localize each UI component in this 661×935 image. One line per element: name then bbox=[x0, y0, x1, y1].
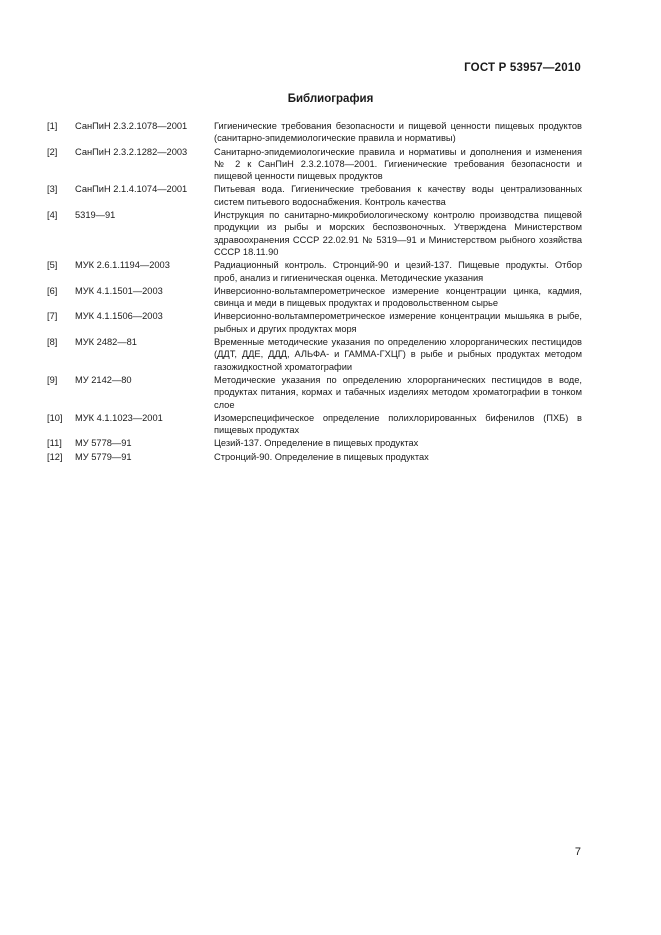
entry-title: Стронций-90. Определение в пищевых продуктах bbox=[214, 451, 429, 462]
bibliography-entry bbox=[47, 336, 582, 373]
entry-title: Методические указания по определению хлорорганических пестицидов в воде, продуктах питания, кормах и табачных изделиях методом хроматографии в тонком слое bbox=[214, 374, 582, 410]
bibliography-entry bbox=[47, 146, 582, 183]
bibliography-entry bbox=[47, 285, 582, 310]
bibliography-entry bbox=[47, 120, 582, 145]
entry-number: [5] bbox=[47, 260, 58, 271]
entry-number: [9] bbox=[47, 374, 58, 385]
entry-title: Инверсионно-вольтамперометрическое измерение концентрации мышьяка в рыбе, рыбных и других продуктах моря bbox=[214, 311, 582, 334]
entry-title: Цезий-137. Определение в пищевых продуктах bbox=[214, 438, 419, 449]
bibliography-list bbox=[47, 120, 582, 464]
entry-title: Питьевая вода. Гигиенические требования к качеству воды централизованных систем питьевого водоснабжения. Контроль качества bbox=[214, 184, 582, 207]
bibliography-entry bbox=[47, 437, 582, 449]
entry-document-code: МУ 2142—80 bbox=[75, 374, 132, 385]
entry-document-code: МУ 5778—91 bbox=[75, 438, 132, 449]
bibliography-entry bbox=[47, 374, 582, 411]
bibliography-entry bbox=[47, 310, 582, 335]
section-title: Библиография bbox=[287, 93, 374, 105]
entry-number: [2] bbox=[47, 146, 58, 157]
bibliography-entry bbox=[47, 209, 582, 258]
bibliography-entry bbox=[47, 259, 582, 284]
standard-id: ГОСТ Р 53957—2010 bbox=[464, 62, 581, 74]
page-number: 7 bbox=[574, 846, 581, 858]
entry-document-code: СанПиН 2.3.2.1078—2001 bbox=[75, 121, 188, 131]
entry-document-code: МУК 4.1.1506—2003 bbox=[75, 311, 163, 322]
entry-title: Временные методические указания по определению хлорорганических пестицидов (ДДТ, ДДЕ, ДДД, АЛЬФА- и ГАММА-ГХЦГ) в рыбе и рыбных продуктах методом газожидкостной хроматографии bbox=[214, 337, 582, 372]
entry-number: [11] bbox=[47, 438, 62, 449]
entry-number: [8] bbox=[47, 337, 58, 348]
entry-title: Изомерспецифическое определение полихлорированных бифенилов (ПХБ) в пищевых продуктах bbox=[214, 412, 582, 436]
entry-document-code: МУК 2.6.1.1194—2003 bbox=[75, 260, 170, 271]
entry-title: Инструкция по санитарно-микробиологическому контролю производства пищевой продукции из рыбы и морских беспозвоночных. Утверждена Министерством здравоохранения СССР 22.02.91 № 5319—91 и Министерством рыбного хозяйства СССР 18.11.90 bbox=[214, 210, 582, 257]
entry-title: Гигиенические требования безопасности и пищевой ценности пищевых продуктов (санитарно-эпидемиологические правила и нормативы) bbox=[214, 121, 582, 144]
bibliography-entry bbox=[47, 183, 582, 208]
entry-document-code: СанПиН 2.1.4.1074—2001 bbox=[75, 184, 188, 195]
entry-document-code: СанПиН 2.3.2.1282—2003 bbox=[75, 146, 188, 157]
entry-number: [1] bbox=[47, 121, 58, 131]
entry-number: [4] bbox=[47, 210, 58, 221]
entry-title: Санитарно-эпидемиологические правила и нормативы и дополнения и изменения № 2 к СанПиН 2.3.2.1078—2001. Гигиенические требования безопасности и пищевой ценности пищевых продуктов bbox=[214, 146, 582, 182]
entry-title: Радиационный контроль. Стронций-90 и цезий-137. Пищевые продукты. Отбор проб, анализ и гигиеническая оценка. Методические указания bbox=[214, 260, 582, 283]
entry-document-code: МУК 4.1.1023—2001 bbox=[75, 412, 163, 423]
entry-number: [12] bbox=[47, 451, 63, 462]
entry-document-code: МУ 5779—91 bbox=[75, 451, 132, 462]
entry-number: [10] bbox=[47, 412, 63, 423]
entry-number: [3] bbox=[47, 184, 58, 195]
entry-document-code: 5319—91 bbox=[75, 210, 116, 221]
entry-number: [6] bbox=[47, 285, 58, 296]
entry-number: [7] bbox=[47, 311, 58, 322]
bibliography-entry bbox=[47, 412, 582, 437]
entry-document-code: МУК 2482—81 bbox=[75, 337, 137, 348]
entry-document-code: МУК 4.1.1501—2003 bbox=[75, 285, 163, 296]
entry-title: Инверсионно-вольтамперометрическое измерение концентрации цинка, кадмия, свинца и меди в пищевых продуктах и продовольственном сырье bbox=[214, 285, 582, 309]
bibliography-entry bbox=[47, 451, 582, 463]
